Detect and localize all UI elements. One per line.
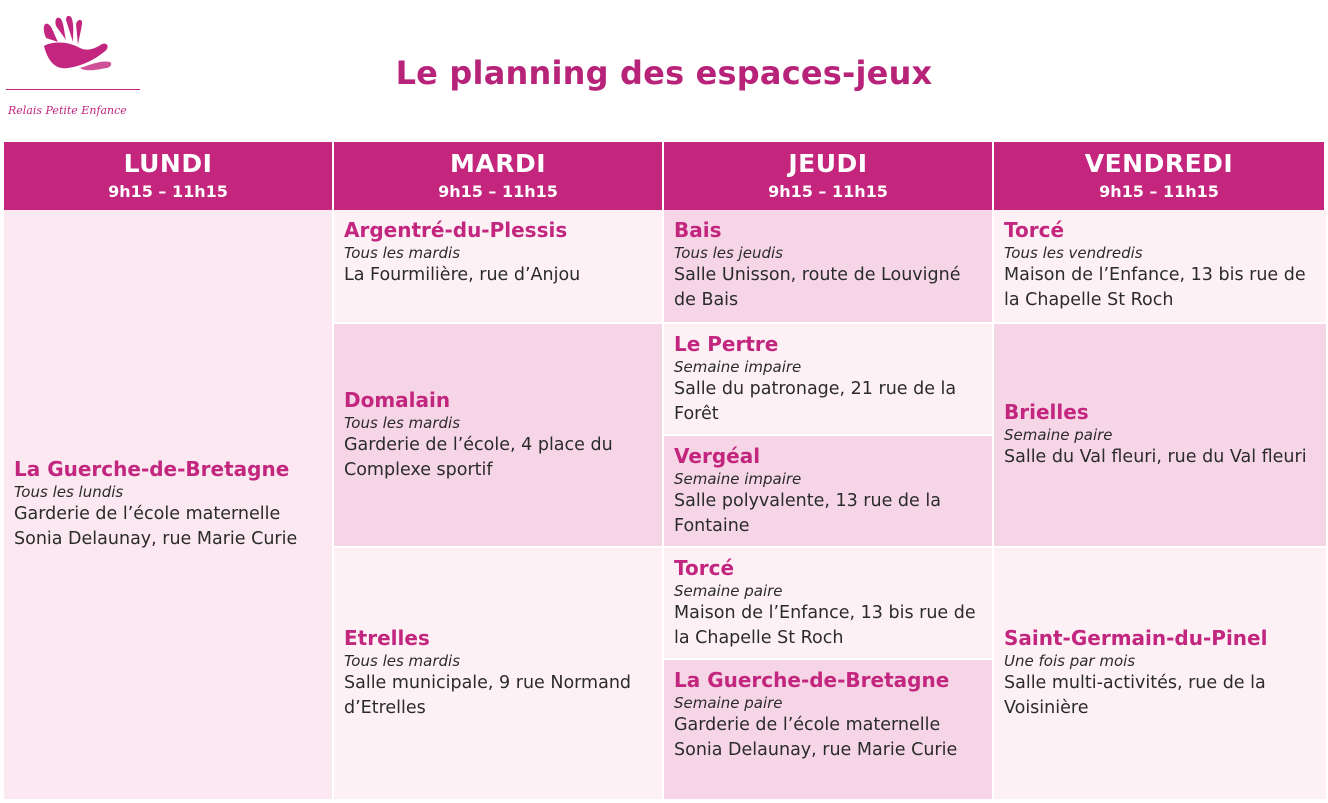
- location-frequency: Tous les lundis: [14, 483, 124, 501]
- location-cell: [994, 324, 1326, 548]
- location-cell: [994, 210, 1326, 324]
- location-name: Bais: [674, 218, 722, 242]
- location-address: Salle du Val fleuri, rue du Val fleuri: [1004, 447, 1307, 467]
- column-mardi: [334, 210, 664, 801]
- location-cell: [664, 548, 992, 660]
- day-hours: 9h15 – 11h15: [438, 182, 558, 201]
- page-title: Le planning des espaces-jeux: [395, 54, 933, 92]
- location-name: Torcé: [1004, 218, 1065, 242]
- location-frequency: Tous les mardis: [344, 652, 461, 670]
- location-cell: [994, 548, 1326, 801]
- location-cell: [4, 210, 332, 801]
- day-hours: 9h15 – 11h15: [108, 182, 228, 201]
- location-address: Salle multi-activités, rue de la Voisinière: [1004, 673, 1266, 718]
- location-frequency: Semaine paire: [674, 694, 783, 712]
- location-frequency: Tous les mardis: [344, 244, 461, 262]
- location-name: La Guerche-de-Bretagne: [674, 668, 950, 692]
- schedule-table: [4, 142, 1326, 799]
- header-jeudi: [664, 142, 994, 210]
- location-address: Salle municipale, 9 rue Normand d’Etrelles: [344, 673, 632, 718]
- location-cell: [334, 210, 662, 324]
- location-address: Salle Unisson, route de Louvigné de Bais: [674, 265, 961, 310]
- location-cell: [334, 548, 662, 801]
- location-frequency: Tous les vendredis: [1004, 244, 1143, 262]
- location-address: La Fourmilière, rue d’Anjou: [344, 265, 581, 285]
- location-address: Maison de l’Enfance, 13 bis rue de la Chapelle St Roch: [674, 603, 976, 648]
- day-hours: 9h15 – 11h15: [768, 182, 888, 201]
- column-lundi: [4, 210, 334, 801]
- location-address: Garderie de l’école maternelle Sonia Delaunay, rue Marie Curie: [14, 504, 298, 549]
- location-address: Garderie de l’école maternelle Sonia Delaunay, rue Marie Curie: [674, 715, 958, 760]
- header-mardi: [334, 142, 664, 210]
- location-frequency: Semaine impaire: [674, 358, 802, 376]
- location-address: Maison de l’Enfance, 13 bis rue de la Chapelle St Roch: [1004, 265, 1306, 310]
- day-hours: 9h15 – 11h15: [1099, 182, 1219, 201]
- location-address: Salle du patronage, 21 rue de la Forêt: [674, 379, 957, 424]
- location-name: Vergéal: [674, 444, 761, 468]
- location-frequency: Semaine paire: [674, 582, 783, 600]
- location-frequency: Semaine impaire: [674, 470, 802, 488]
- location-name: Argentré-du-Plessis: [344, 218, 568, 242]
- location-address: Salle polyvalente, 13 rue de la Fontaine: [674, 491, 941, 536]
- header-vendredi: [994, 142, 1326, 210]
- location-name: La Guerche-de-Bretagne: [14, 457, 290, 481]
- column-vendredi: [994, 210, 1326, 801]
- location-cell: [664, 436, 992, 548]
- logo-text: Relais Petite Enfance: [8, 104, 127, 117]
- location-frequency: Tous les jeudis: [674, 244, 783, 262]
- day-name: JEUDI: [788, 149, 868, 178]
- location-frequency: Semaine paire: [1004, 426, 1113, 444]
- day-name: MARDI: [449, 149, 547, 178]
- location-cell: [334, 324, 662, 548]
- column-jeudi: [664, 210, 994, 801]
- location-name: Domalain: [344, 387, 451, 412]
- location-name: Saint-Germain-du-Pinel: [1004, 626, 1268, 650]
- location-name: Torcé: [674, 556, 735, 580]
- day-name: VENDREDI: [1084, 149, 1234, 178]
- location-name: Brielles: [1004, 400, 1089, 424]
- location-frequency: Une fois par mois: [1004, 652, 1136, 670]
- location-address: Garderie de l’école, 4 place du Complexe sportif: [344, 434, 613, 480]
- header-lundi: [4, 142, 334, 210]
- location-frequency: Tous les mardis: [344, 413, 461, 432]
- day-name: LUNDI: [123, 149, 213, 178]
- location-cell: [664, 324, 992, 436]
- location-cell: [664, 660, 992, 801]
- location-cell: [664, 210, 992, 324]
- location-name: Etrelles: [344, 626, 430, 650]
- location-name: Le Pertre: [674, 332, 779, 356]
